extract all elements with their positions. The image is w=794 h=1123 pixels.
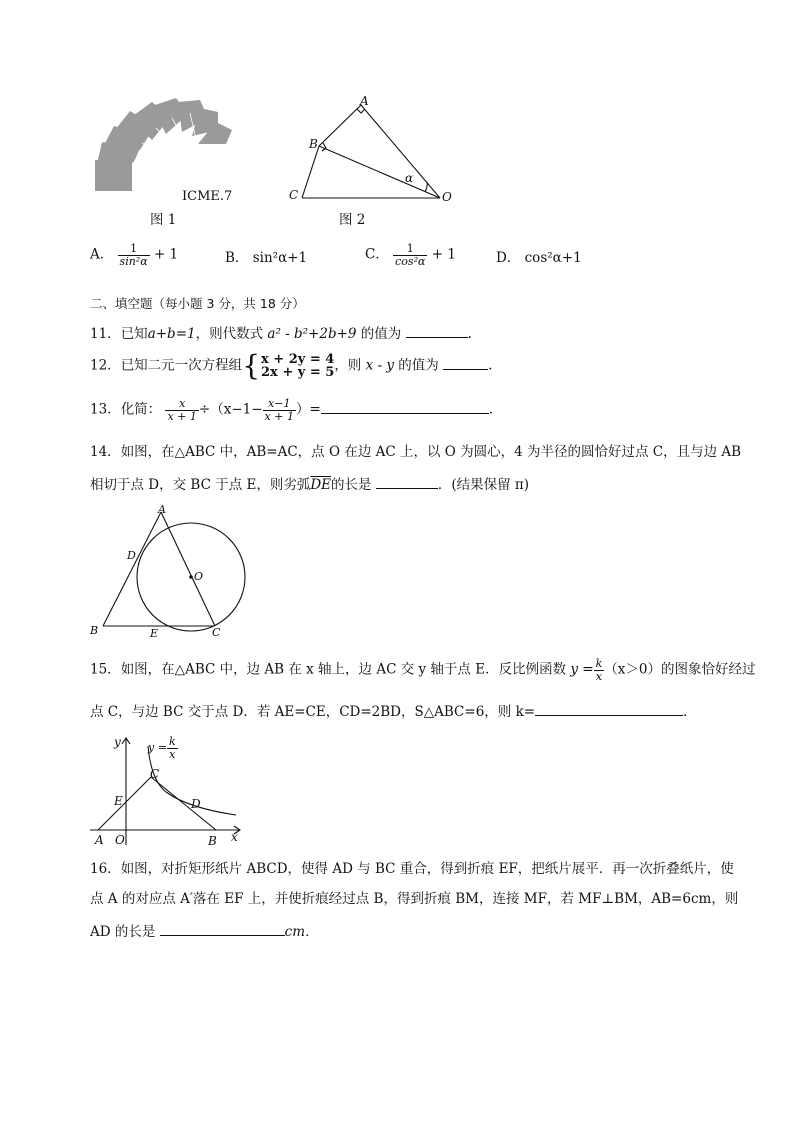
option-a xyxy=(90,243,178,267)
option-b xyxy=(225,252,307,266)
fig2-label-alpha: α xyxy=(405,171,414,185)
q15-label-y: y xyxy=(114,735,121,749)
q13-answer-blank[interactable] xyxy=(321,401,489,414)
q14-label-B: B xyxy=(90,624,99,637)
q15-func-fraction: $\frac{k}{x}$ xyxy=(595,657,603,683)
fig1-label: ICME.7 xyxy=(182,189,233,204)
q14-label-D: D xyxy=(127,549,136,562)
q15-label-O: O xyxy=(115,833,125,847)
question-16-line-1: 16．如图，对折矩形纸片 ABCD，使得 AD 与 BC 重合，得到折痕 EF，把纸片展平．再一次折叠纸片，使 xyxy=(90,861,734,877)
option-a-tag: A． xyxy=(90,246,114,263)
icme-fan-graphic xyxy=(90,98,250,198)
figure-1 xyxy=(90,98,250,208)
fig1-caption: 图 1 xyxy=(150,212,177,228)
option-d-text: cos²α+1 xyxy=(524,250,582,266)
q11-answer-blank[interactable] xyxy=(406,325,468,338)
q13-fraction-2: $\frac{x-1}{x + 1}$ xyxy=(264,397,294,423)
question-13: 13．化简： $\frac{x}{x + 1}$ ÷（x−1− $\frac{x-1}{x + 1}$ ）= . xyxy=(90,397,494,423)
q13-fraction-1: $\frac{x}{x + 1}$ xyxy=(167,397,197,423)
fig2-label-A: A xyxy=(360,94,369,108)
q14-figure xyxy=(88,500,258,645)
q15-label-D: D xyxy=(191,797,201,811)
q15-figure xyxy=(88,730,253,850)
q14-label-A: A xyxy=(158,503,166,516)
q14-diagram xyxy=(88,500,258,645)
option-c-fraction: $\frac{1}{\text{cos²α}}$ xyxy=(395,242,426,268)
q14-label-O: O xyxy=(194,570,204,583)
option-a-fraction: $\frac{1}{\text{sin²α}}$ xyxy=(119,242,148,268)
fig2-label-O: O xyxy=(442,190,452,204)
q15-label-x: x xyxy=(231,830,238,844)
option-c xyxy=(365,243,456,267)
q12-answer-blank[interactable] xyxy=(443,357,488,370)
q15-label-A: A xyxy=(95,833,104,847)
q15-label-E: E xyxy=(114,794,123,808)
option-d-tag: D． xyxy=(496,250,521,266)
question-15-line-2: 点 C，与边 BC 交于点 D．若 AE=CE，CD=2BD，S△ABC=6，则 k= ． xyxy=(90,704,697,720)
option-c-tag: C． xyxy=(365,246,389,263)
q16-answer-blank[interactable] xyxy=(160,923,285,936)
q16-number: 16． xyxy=(90,861,121,877)
option-a-tail: + 1 xyxy=(153,246,179,263)
question-15-line-1: 15．如图，在△ABC 中，边 AB 在 x 轴上，边 AC 交 y 轴于点 E．反比例函数 y = $\frac{k}{x}$ （x＞0）的图象恰好经过 xyxy=(90,657,756,683)
q15-label-B: B xyxy=(208,834,217,848)
q15-answer-blank[interactable] xyxy=(535,703,683,716)
q15-label-func: y = $\frac{k}{x}$ xyxy=(148,735,176,761)
q14-label-C: C xyxy=(212,626,221,639)
fig2-label-B: B xyxy=(309,137,318,151)
fig2-triangle xyxy=(285,94,460,209)
option-c-tail: + 1 xyxy=(431,246,456,263)
q11-number: 11． xyxy=(90,326,121,342)
q13-number: 13． xyxy=(90,401,121,418)
question-16-line-3: AD 的长是 cm． xyxy=(90,924,319,940)
question-11: 11．已知a+b=1，则代数式 a² - b²+2b+9 的值为 . xyxy=(90,326,472,342)
fig2-label-C: C xyxy=(289,188,299,202)
fig2-caption: 图 2 xyxy=(339,212,366,228)
option-b-text: sin²α+1 xyxy=(252,250,308,266)
q12-number: 12． xyxy=(90,357,121,374)
q14-arc: $\overline{DE}$ xyxy=(310,477,332,493)
q14-label-E: E xyxy=(150,627,159,640)
question-12: 12．已知二元一次方程组{ x + 2y = 4 2x + y = 5 ，则 x - y 的值为 . xyxy=(90,349,493,382)
option-b-tag: B． xyxy=(225,250,249,266)
q15-label-C: C xyxy=(150,767,160,781)
question-14-line-1: 14．如图，在△ABC 中，AB=AC，点 O 在边 AC 上，以 O 为圆心，4 为半径的圆恰好过点 C，且与边 AB xyxy=(90,444,742,460)
q15-number: 15． xyxy=(90,661,121,678)
q14-number: 14． xyxy=(90,444,121,460)
question-14-line-2: 相切于点 D，交 BC 于点 E，则劣弧$\overline{DE}$的长是 ．(结果保留 π) xyxy=(90,477,530,493)
question-16-line-2: 点 A 的对应点 A′落在 EF 上，并使折痕经过点 B，得到折痕 BM，连接 MF，若 MF⊥BM，AB=6cm，则 xyxy=(90,891,739,907)
option-d xyxy=(496,252,582,266)
figure-2 xyxy=(285,94,460,209)
section-2-title: 二、填空题（每小题 3 分，共 18 分） xyxy=(90,296,305,311)
q14-answer-blank[interactable] xyxy=(376,476,438,489)
q12-system: x + 2y = 4 2x + y = 5 xyxy=(261,352,335,380)
